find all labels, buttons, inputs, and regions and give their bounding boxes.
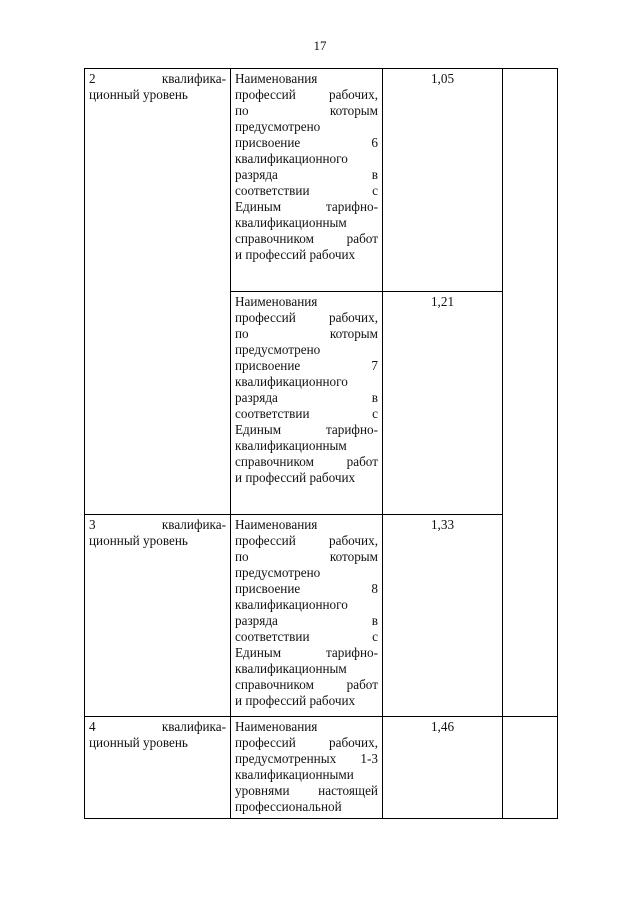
desc-line: профессий рабочих,	[235, 735, 378, 750]
profession-description-cell	[231, 69, 383, 292]
desc-line: квалификационного	[235, 151, 348, 166]
coefficient-cell: 1,05	[383, 69, 503, 292]
level-text-line: ционный уровень	[89, 735, 188, 750]
table-row	[85, 515, 558, 717]
table-row	[85, 717, 558, 819]
desc-line: Наименования	[235, 719, 318, 734]
desc-line: Единым тарифно-	[235, 199, 378, 214]
desc-line: разряда в	[235, 167, 378, 182]
desc-line: профессиональной	[235, 799, 342, 814]
empty-cell	[503, 69, 558, 717]
qualification-level-cell	[85, 515, 231, 717]
desc-line: профессий рабочих,	[235, 87, 378, 102]
coefficient-cell: 1,21	[383, 292, 503, 515]
desc-line: предусмотрено	[235, 342, 321, 357]
empty-cell	[503, 717, 558, 819]
profession-description-cell	[231, 515, 383, 717]
desc-line: квалификационным	[235, 215, 347, 230]
desc-line: Единым тарифно-	[235, 645, 378, 660]
qualification-level-cell	[85, 69, 231, 515]
desc-line: Наименования	[235, 71, 318, 86]
desc-line: квалификационного	[235, 374, 348, 389]
desc-line: соответствии с	[235, 629, 378, 644]
desc-line: квалификационного	[235, 597, 348, 612]
coefficient-cell: 1,46	[383, 717, 503, 819]
desc-line: уровнями настоящей	[235, 783, 378, 798]
desc-line: соответствии с	[235, 183, 378, 198]
level-text-line: ционный уровень	[89, 87, 188, 102]
level-text-line: 4 квалифика-	[89, 719, 226, 734]
desc-line: предусмотрено	[235, 119, 321, 134]
desc-line: разряда в	[235, 390, 378, 405]
desc-line: предусмотренных 1-3	[235, 751, 378, 766]
desc-line: квалификационным	[235, 661, 347, 676]
level-text-line: ционный уровень	[89, 533, 188, 548]
desc-line: разряда в	[235, 613, 378, 628]
desc-line: присвоение 6	[235, 135, 378, 150]
desc-line: справочником работ	[235, 454, 378, 469]
profession-description-cell	[231, 717, 383, 819]
desc-line: справочником работ	[235, 677, 378, 692]
desc-line: и профессий рабочих	[235, 693, 356, 708]
profession-description-cell	[231, 292, 383, 515]
page-number: 17	[313, 38, 327, 53]
desc-line: Единым тарифно-	[235, 422, 378, 437]
desc-line: соответствии с	[235, 406, 378, 421]
qualification-table	[84, 68, 558, 819]
desc-line: Наименования	[235, 294, 318, 309]
desc-line: Наименования	[235, 517, 318, 532]
desc-line: справочником работ	[235, 231, 378, 246]
desc-line: по которым	[235, 103, 378, 118]
desc-line: квалификационным	[235, 438, 347, 453]
level-text-line: 2 квалифика-	[89, 71, 226, 86]
coefficient-cell: 1,33	[383, 515, 503, 717]
qualification-level-cell	[85, 717, 231, 819]
desc-line: и профессий рабочих	[235, 247, 356, 262]
desc-line: и профессий рабочих	[235, 470, 356, 485]
desc-line: предусмотрено	[235, 565, 321, 580]
desc-line: присвоение 7	[235, 358, 378, 373]
level-text-line: 3 квалифика-	[89, 517, 226, 532]
table-row	[85, 69, 558, 292]
desc-line: по которым	[235, 549, 378, 564]
desc-line: присвоение 8	[235, 581, 378, 596]
desc-line: по которым	[235, 326, 378, 341]
desc-line: профессий рабочих,	[235, 533, 378, 548]
desc-line: профессий рабочих,	[235, 310, 378, 325]
desc-line: квалификационными	[235, 767, 354, 782]
